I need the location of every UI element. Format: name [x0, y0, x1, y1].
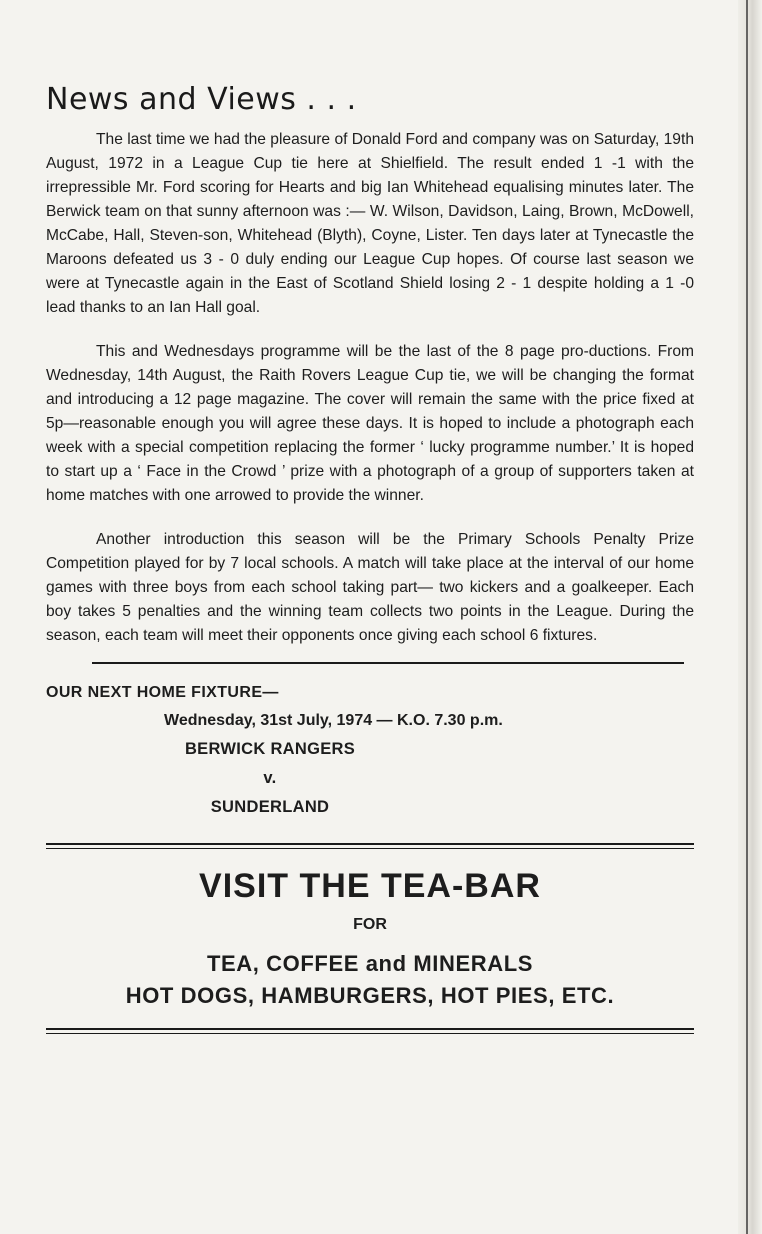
bottom-double-divider: [46, 1028, 694, 1034]
tea-bar-heading: VISIT THE TEA-BAR: [199, 867, 541, 905]
tea-bar-food: HOT DOGS, HAMBURGERS, HOT PIES, ETC.: [125, 983, 615, 1008]
fixture-date: Wednesday, 31st July, 1974 — K.O. 7.30 p.m.: [164, 712, 503, 729]
divider: [92, 662, 684, 664]
tea-bar-drinks: TEA, COFFEE and MINERALS: [206, 951, 534, 976]
divider-thick: [46, 843, 694, 845]
double-divider: [46, 843, 694, 849]
divider-thin: [46, 848, 694, 849]
programme-page: [46, 80, 694, 1034]
divider-thin: [46, 1033, 694, 1034]
article-paragraph-2: This and Wednesdays programme will be the last of the 8 page pro-ductions. From Wednesday, 14th August, the Raith Rovers League Cup tie, we will be changing the format and introducing a 12 page magazine. The cover will remain the same with the price fixed at 5p—reasonable enough you will agree these days. It is hoped to include a photograph each week with a special competition replacing the former ‘ lucky programme number.’ It is hoped to start up a ‘ Face in the Crowd ’ prize with a photograph of a group of supporters taken at home matches with one arrowed to provide the winner.: [46, 343, 694, 504]
article-paragraph-3: Another introduction this season will be the Primary Schools Penalty Prize Competition played for by 7 local schools. A match will take place at the interval of our home games with three boys from each school taking part— two kickers and a goalkeeper. Each boy takes 5 penalties and the winning team collects two points in the League. During the season, each team will meet their opponents once giving each school 6 fixtures.: [46, 531, 694, 644]
away-team: SUNDERLAND: [210, 798, 330, 816]
versus-label: v.: [263, 769, 277, 787]
paper-edge: [738, 0, 762, 1234]
article-paragraph-1: The last time we had the pleasure of Donald Ford and company was on Saturday, 19th August, 1972 in a League Cup tie here at Shielfield. The result ended 1 -1 with the irrepressible Mr. Ford scoring for Hearts and big Ian Whitehead equalising minutes later. The Berwick team on that sunny afternoon was :— W. Wilson, Davidson, Laing, Brown, McDowell, McCabe, Hall, Steven-son, Whitehead (Blyth), Coyne, Lister. Ten days later at Tynecastle the Maroons defeated us 3 - 0 duly ending our League Cup hopes. Of course last season we were at Tynecastle again in the East of Scotland Shield losing 2 - 1 despite holding a 1 -0 lead thanks to an Ian Hall goal.: [46, 131, 694, 316]
paper-fold: [746, 0, 748, 1234]
divider-thick: [46, 1028, 694, 1030]
fixture-heading: OUR NEXT HOME FIXTURE—: [46, 684, 279, 701]
page-title: News and Views . . .: [46, 82, 357, 117]
tea-bar-for: FOR: [353, 916, 387, 933]
home-team: BERWICK RANGERS: [184, 740, 356, 758]
